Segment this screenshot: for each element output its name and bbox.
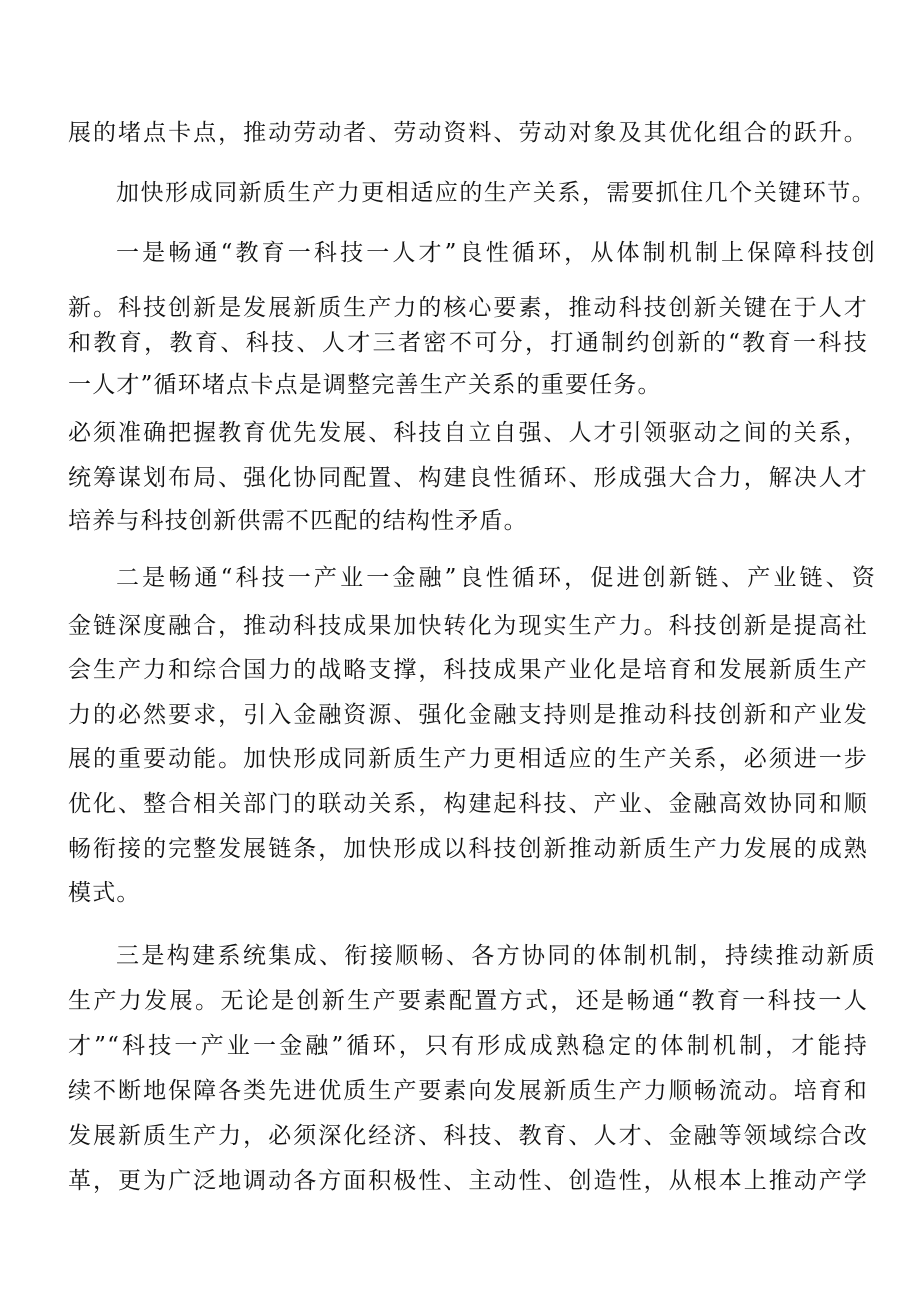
text-line: 力的必然要求，引入金融资源、强化金融支持则是推动科技创新和产业发 <box>68 702 868 728</box>
text-line: 三是构建系统集成、衔接顺畅、各方协同的体制机制，持续推动新质 <box>116 943 876 969</box>
text-line: 新。科技创新是发展新质生产力的核心要素，推动科技创新关键在于人才 <box>68 295 868 321</box>
text-line: 金链深度融合，推动科技成果加快转化为现实生产力。科技创新是提高社 <box>68 613 868 639</box>
text-line: 生产力发展。无论是创新生产要素配置方式，还是畅通“教育一科技一人 <box>68 988 868 1014</box>
text-line: 畅衔接的完整发展链条，加快形成以科技创新推动新质生产力发展的成熟 <box>68 836 868 862</box>
text-line: 二是畅通“科技一产业一金融”良性循环，促进创新链、产业链、资 <box>116 565 876 591</box>
text-line: 会生产力和综合国力的战略支撑，科技成果产业化是培育和发展新质生产 <box>68 657 868 683</box>
text-line: 加快形成同新质生产力更相适应的生产关系，需要抓住几个关键环节。 <box>116 180 876 206</box>
text-line: 一人才”循环堵点卡点是调整完善生产关系的重要任务。 <box>68 372 662 398</box>
text-line: 培养与科技创新供需不匹配的结构性矛盾。 <box>68 508 528 534</box>
text-line: 革，更为广泛地调动各方面积极性、主动性、创造性，从根本上推动产学 <box>68 1168 868 1194</box>
text-line: 才”“科技一产业一金融”循环，只有形成成熟稳定的体制机制，才能持 <box>68 1033 868 1059</box>
text-line: 和教育，教育、科技、人才三者密不可分，打通制约创新的“教育一科技 <box>68 330 868 356</box>
text-line: 发展新质生产力，必须深化经济、科技、教育、人才、金融等领域综合改 <box>68 1123 868 1149</box>
text-line: 展的堵点卡点，推动劳动者、劳动资料、劳动对象及其优化组合的跃升。 <box>68 120 868 146</box>
text-line: 模式。 <box>68 880 141 906</box>
text-line: 优化、整合相关部门的联动关系，构建起科技、产业、金融高效协同和顺 <box>68 791 868 817</box>
text-line: 续不断地保障各类先进优质生产要素向发展新质生产力顺畅流动。培育和 <box>68 1078 868 1104</box>
text-line: 必须准确把握教育优先发展、科技自立自强、人才引领驱动之间的关系， <box>68 420 868 446</box>
text-line: 一是畅通“教育一科技一人才”良性循环，从体制机制上保障科技创 <box>116 240 876 266</box>
text-line: 展的重要动能。加快形成同新质生产力更相适应的生产关系，必须进一步 <box>68 746 868 772</box>
text-line: 统筹谋划布局、强化协同配置、构建良性循环、形成强大合力，解决人才 <box>68 465 868 491</box>
